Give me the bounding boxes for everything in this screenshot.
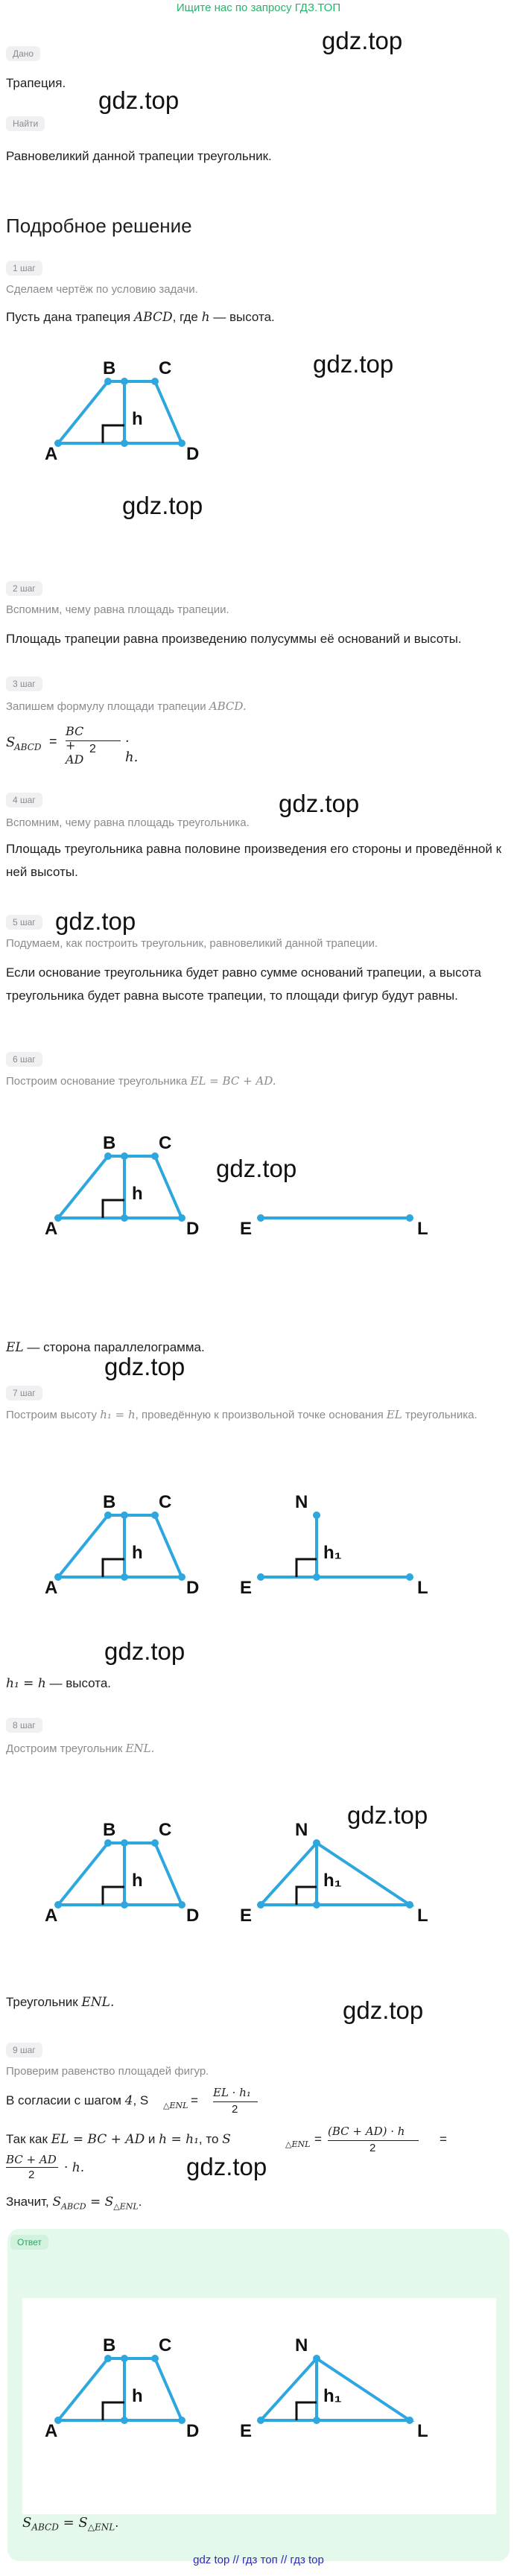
height-h1-figure xyxy=(45,1469,462,1596)
watermark: gdz.top xyxy=(186,2153,267,2180)
label-n: N xyxy=(295,2335,308,2355)
label-e: E xyxy=(240,2421,253,2439)
solution-title: Подробное решение xyxy=(6,215,192,237)
watermark: gdz.top xyxy=(104,1353,185,1380)
label-h: h xyxy=(132,2386,143,2406)
step-chip: 4 шаг xyxy=(6,793,42,808)
step-hint: Вспомним, чему равна площадь треугольника. xyxy=(6,816,250,829)
given-chip: Дано xyxy=(6,46,40,61)
label-n: N xyxy=(295,1492,308,1512)
step-chip: 9 шаг xyxy=(6,2043,42,2058)
label-e: E xyxy=(240,1906,253,1923)
watermark: gdz.top xyxy=(55,907,136,935)
label-h1: h₁ xyxy=(323,1871,342,1891)
label-b: B xyxy=(103,1820,116,1840)
label-h: h xyxy=(132,1871,143,1891)
watermark: gdz.top xyxy=(122,492,203,519)
label-a: A xyxy=(45,1578,58,1596)
step-hint: Запишем формулу площади трапеции ABCD. xyxy=(6,699,247,713)
watermark: gdz.top xyxy=(322,27,403,54)
label-h: h xyxy=(132,1543,143,1563)
label-b: B xyxy=(103,1133,116,1153)
find-section xyxy=(6,116,45,131)
label-b: B xyxy=(103,358,116,378)
watermark: gdz.top xyxy=(347,1801,428,1829)
watermark: gdz.top xyxy=(98,86,180,114)
label-l: L xyxy=(417,1906,428,1923)
label-h: h xyxy=(132,1184,143,1204)
label-b: B xyxy=(103,2335,116,2355)
step-hint: Вспомним, чему равна площадь трапеции. xyxy=(6,603,229,616)
answer-text: $S_{ABCD} = S_{\triangle ENL}$. xyxy=(22,2515,119,2533)
step-line-4: Значит, $S_{ABCD} = S_{\triangle ENL}$. xyxy=(6,2195,142,2212)
label-e: E xyxy=(240,1219,253,1237)
triangle-enl-figure xyxy=(45,1797,462,1923)
answer-chip: Ответ xyxy=(10,2235,48,2250)
label-a: A xyxy=(45,1219,58,1237)
answer-figure xyxy=(45,2312,462,2439)
step-chip: 7 шаг xyxy=(6,1386,42,1400)
label-h1: h₁ xyxy=(323,2386,342,2406)
step-hint: Сделаем чертёж по условию задачи. xyxy=(6,283,198,296)
step-chip: 3 шаг xyxy=(6,676,42,691)
label-d: D xyxy=(186,1219,200,1237)
label-l: L xyxy=(417,2421,428,2439)
step-text: Площадь треугольника равна половине произведения его стороны и проведённой к ней высоты. xyxy=(6,842,502,879)
given-section xyxy=(6,46,40,61)
top-banner[interactable]: Ищите нас по запросу ГДЗ.ТОП xyxy=(176,1,341,14)
step-hint: Достроим треугольник ENL. xyxy=(6,1742,155,1755)
step-text: Если основание треугольника будет равно сумме оснований трапеции, а высота треугольника будет равна высоте трапеции, то площади фигур будут равны. xyxy=(6,965,481,1003)
step-text: Пусть дана трапеция ABCD, где h — высота. xyxy=(6,310,275,325)
base-el-figure xyxy=(45,1132,462,1237)
label-a: A xyxy=(45,1906,58,1923)
find-text: Равновеликий данной трапеции треугольник. xyxy=(6,149,272,163)
step-hint: Подумаем, как построить треугольник, равновеликий данной трапеции. xyxy=(6,937,378,950)
label-c: C xyxy=(159,1492,172,1512)
step-text: Треугольник ENL. xyxy=(6,1995,115,2010)
step-hint: Построим основание треугольника EL = BC + AD. xyxy=(6,1074,276,1088)
given-text: Трапеция. xyxy=(6,76,66,90)
label-d: D xyxy=(186,1906,200,1923)
trapezoid-figure xyxy=(45,358,231,462)
find-chip: Найти xyxy=(6,116,45,131)
label-l: L xyxy=(417,1219,428,1237)
step-chip: 8 шаг xyxy=(6,1718,42,1733)
label-d: D xyxy=(186,444,200,462)
watermark: gdz.top xyxy=(343,1996,424,2024)
watermark: gdz.top xyxy=(313,350,394,378)
step-chip: 6 шаг xyxy=(6,1052,42,1067)
step-chip: 2 шаг xyxy=(6,581,42,596)
step-hint: Проверим равенство площадей фигур. xyxy=(6,2065,209,2078)
label-d: D xyxy=(186,2421,200,2439)
step-text: EL — сторона параллелограмма. xyxy=(6,1340,205,1355)
step-hint: Построим высоту h₁ = h, проведённую к произвольной точке основания EL треугольника. xyxy=(6,1408,478,1421)
step-line-1: В согласии с шагом 4, S △ENL = EL · h₁ 2 xyxy=(6,2087,505,2117)
label-c: C xyxy=(159,1133,172,1153)
step-line-2: Так как EL = BC + AD и h = h₁, то S △ENL = (BC + AD) · h 2 = BC + AD 2 · h. xyxy=(6,2125,447,2181)
label-c: C xyxy=(159,358,172,378)
step-text: h₁ = h — высота. xyxy=(6,1676,112,1691)
label-e: E xyxy=(240,1578,253,1596)
step-text: Площадь трапеции равна произведению полусуммы её оснований и высоты. xyxy=(6,632,462,646)
label-c: C xyxy=(159,1820,172,1840)
watermark: gdz.top xyxy=(104,1637,185,1665)
step-chip: 1 шаг xyxy=(6,261,42,276)
label-n: N xyxy=(295,1820,308,1840)
step-chip: 5 шаг xyxy=(6,915,42,930)
footer-links[interactable]: gdz top // гдз топ // гдз top xyxy=(193,2554,324,2566)
watermark: gdz.top xyxy=(279,790,360,817)
label-b: B xyxy=(103,1492,116,1512)
label-l: L xyxy=(417,1578,428,1596)
label-h1: h₁ xyxy=(323,1543,342,1563)
label-c: C xyxy=(159,2335,172,2355)
label-a: A xyxy=(45,444,58,462)
label-h: h xyxy=(132,409,143,429)
watermark: gdz.top xyxy=(216,1155,297,1182)
label-d: D xyxy=(186,1578,200,1596)
label-a: A xyxy=(45,2421,58,2439)
